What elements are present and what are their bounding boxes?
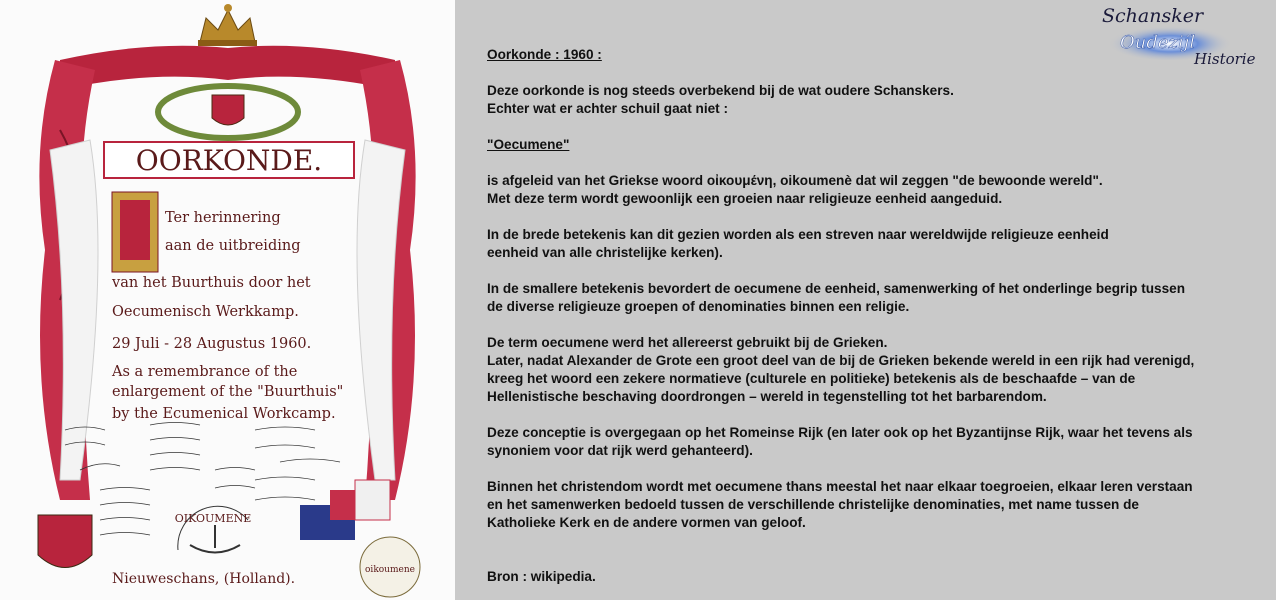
p4-line-4: Hellenistische beschaving doordrongen – wereld in tegenstelling tot het barbarendom. [487, 389, 1047, 404]
logo-line-1: Schansker [1102, 5, 1204, 27]
cert-line-2: aan de uitbreiding [165, 238, 301, 254]
globe-text: oikoumene [365, 565, 415, 575]
p2-line-1: In de brede betekenis kan dit gezien worden als een streven naar wereldwijde religieuze eenheid [487, 227, 1109, 242]
p3-line-2: de diverse religieuze groepen of denominaties binnen een religie. [487, 299, 910, 314]
p3-line-1: In de smallere betekenis bevordert de oecumene de eenheid, samenwerking of het onderlinge begrip tussen [487, 281, 1186, 296]
seal-text: OIKOUMENE [174, 512, 252, 525]
p4-line-2: Later, nadat Alexander de Grote een groot deel van de bij de Grieken bekende wereld in een rijk had verenigd, [487, 353, 1195, 368]
p2-line-2: eenheid van alle christelijke kerken). [487, 245, 723, 260]
certificate-title: OORKONDE. [135, 144, 323, 177]
cert-line-1: Ter herinnering [165, 210, 281, 226]
logo-line-3: Historie [1194, 50, 1256, 68]
cert-line-4: Oecumenisch Werkkamp. [112, 304, 299, 320]
cert-line-3: van het Buurthuis door het [112, 275, 311, 291]
certificate-image [0, 0, 455, 600]
p4-line-3: kreeg het woord een zekere normatieve (culturele en politieke) betekenis als de beschaafde – van de [487, 371, 1136, 386]
intro-line-2: Echter wat er achter schuil gaat niet : [487, 101, 728, 116]
cert-line-5: 29 Juli - 28 Augustus 1960. [112, 336, 312, 352]
p6-line-2: en het samenwerken bedoeld tussen de verschillende christelijke denominaties, met name tussen de [487, 497, 1139, 512]
p6-line-3: Katholieke Kerk en de andere vormen van geloof. [487, 515, 806, 530]
cert-line-7: enlargement of the "Buurthuis" [112, 384, 344, 400]
article-panel [455, 0, 1276, 600]
p5-line-1: Deze conceptie is overgegaan op het Romeinse Rijk (en later ook op het Byzantijnse Rijk, waar het tevens als [487, 425, 1193, 440]
coat-of-arms-icon [212, 95, 244, 125]
p1-line-2: Met deze term wordt gewoonlijk een groeien naar religieuze eenheid aangeduid. [487, 191, 1003, 206]
place-text: Nieuweschans, (Holland). [112, 571, 296, 587]
logo-line-2: Oudezijl [1120, 32, 1196, 53]
intro-line-1: Deze oorkonde is nog steeds overbekend bij de wat oudere Schanskers. [487, 83, 954, 98]
p4-line-1: De term oecumene werd het allereerst gebruikt bij de Grieken. [487, 335, 888, 350]
site-logo[interactable] [1098, 2, 1274, 68]
shield-icon [38, 515, 92, 568]
p1-line-1: is afgeleid van het Griekse woord οἰκουμένη, oikoumenè dat wil zeggen "de bewoonde wereld". [487, 173, 1103, 188]
article-subtitle: "Oecumene" [487, 137, 570, 152]
source-line: Bron : wikipedia. [487, 569, 596, 584]
article-title: Oorkonde : 1960 : [487, 47, 602, 62]
cert-line-6: As a remembrance of the [112, 364, 298, 380]
cert-line-8: by the Ecumenical Workcamp. [112, 406, 336, 422]
article-text [487, 46, 1276, 586]
certificate-illustration [0, 0, 455, 600]
p6-line-1: Binnen het christendom wordt met oecumene thans meestal het naar elkaar toegroeien, elkaar leren verstaan [487, 479, 1193, 494]
p5-line-2: synoniem voor dat rijk werd gehanteerd). [487, 443, 753, 458]
logo-graphic [1098, 2, 1274, 68]
